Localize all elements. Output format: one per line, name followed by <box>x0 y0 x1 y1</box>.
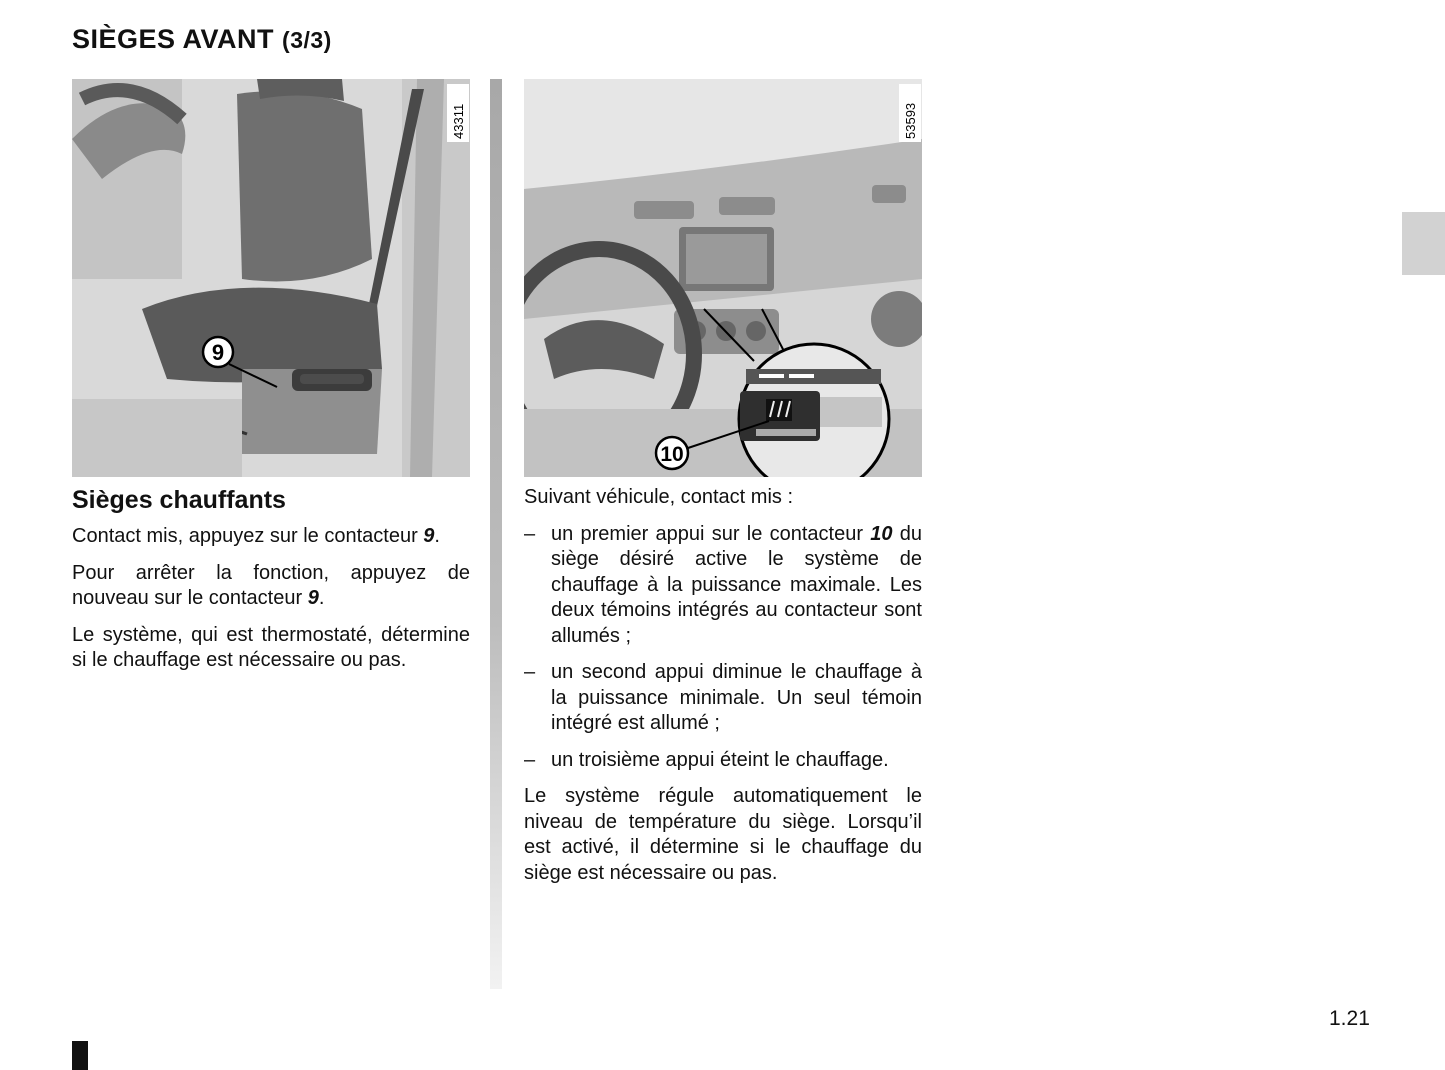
intro-text: Suivant véhicule, contact mis : <box>524 486 794 508</box>
climate-knob-right <box>746 321 766 341</box>
paragraph-3: Le système, qui est thermostaté, détermine si le chauffage est nécessaire ou pas. <box>72 623 470 671</box>
page-title-suffix: (3/3) <box>282 27 332 53</box>
seat-cushion <box>142 288 382 383</box>
right-column <box>524 485 922 897</box>
step-list <box>524 522 922 774</box>
heating-switch <box>300 374 364 384</box>
page-number: 1.21 <box>1329 1007 1370 1030</box>
bullet-dash: – <box>524 661 536 683</box>
inset-vent <box>820 397 882 427</box>
inset-indicator-1 <box>759 374 784 378</box>
floor <box>72 399 242 477</box>
figure-code: 43311 <box>451 103 466 139</box>
reference-9: 9 <box>423 525 435 547</box>
section-heading: Sièges chauffants <box>72 486 286 514</box>
air-vent-left <box>634 201 694 219</box>
dashboard-drawing <box>524 79 922 477</box>
callout-9-label: 9 <box>211 340 225 365</box>
seat-drawing <box>72 79 470 477</box>
paragraph-1-end: . <box>434 525 440 547</box>
paragraph-2 <box>72 561 470 612</box>
bullet-dash: – <box>524 748 536 771</box>
list-item <box>524 748 922 774</box>
inset-indicator-2 <box>789 374 814 378</box>
list-item-text-end: du siège désiré active le système de chauffage à la puissance maximale. Les deux témoins intégrés au contacteur sont allumés ; <box>551 522 922 647</box>
page-title <box>72 24 332 55</box>
paragraph-1 <box>72 524 470 550</box>
closing-paragraph: Le système régule automatiquement le niveau de température du siège. Lorsqu’il est activé, il détermine si le chauffage du siège est nécessaire ou pas. <box>524 785 922 884</box>
left-column <box>72 485 470 685</box>
reference-10: 10 <box>870 522 893 545</box>
list-item <box>524 522 922 650</box>
seat-backrest <box>237 91 372 281</box>
page-title-text: SIÈGES AVANT <box>72 24 275 54</box>
dashboard-illustration <box>524 79 922 477</box>
paragraph-2-text: Pour arrêter la fonction, appuyez de nouveau sur le contacteur <box>72 561 470 609</box>
callout-10-label: 10 <box>660 443 684 466</box>
paragraph-1-text: Contact mis, appuyez sur le contacteur <box>72 525 424 547</box>
list-item <box>524 660 922 737</box>
air-vent-side <box>872 185 906 203</box>
column-divider <box>490 79 502 989</box>
list-item-text: un troisième appui éteint le chauffage. <box>551 748 889 771</box>
air-vent-right <box>719 197 775 215</box>
corner-mark <box>72 1041 88 1070</box>
screen-display <box>686 234 767 284</box>
figure-code: 53593 <box>903 102 918 139</box>
bullet-dash: – <box>524 522 536 545</box>
paragraph-2-end: . <box>318 587 325 609</box>
list-item-text: un premier appui sur le contacteur <box>551 522 871 545</box>
list-item-text: un second appui diminue le chauffage à la puissance minimale. Un seul témoin intégré est allumé ; <box>551 661 922 734</box>
seat-illustration <box>72 79 470 477</box>
reference-9: 9 <box>307 587 319 609</box>
chapter-tab <box>1402 212 1445 275</box>
inset-led-bar <box>756 429 816 436</box>
